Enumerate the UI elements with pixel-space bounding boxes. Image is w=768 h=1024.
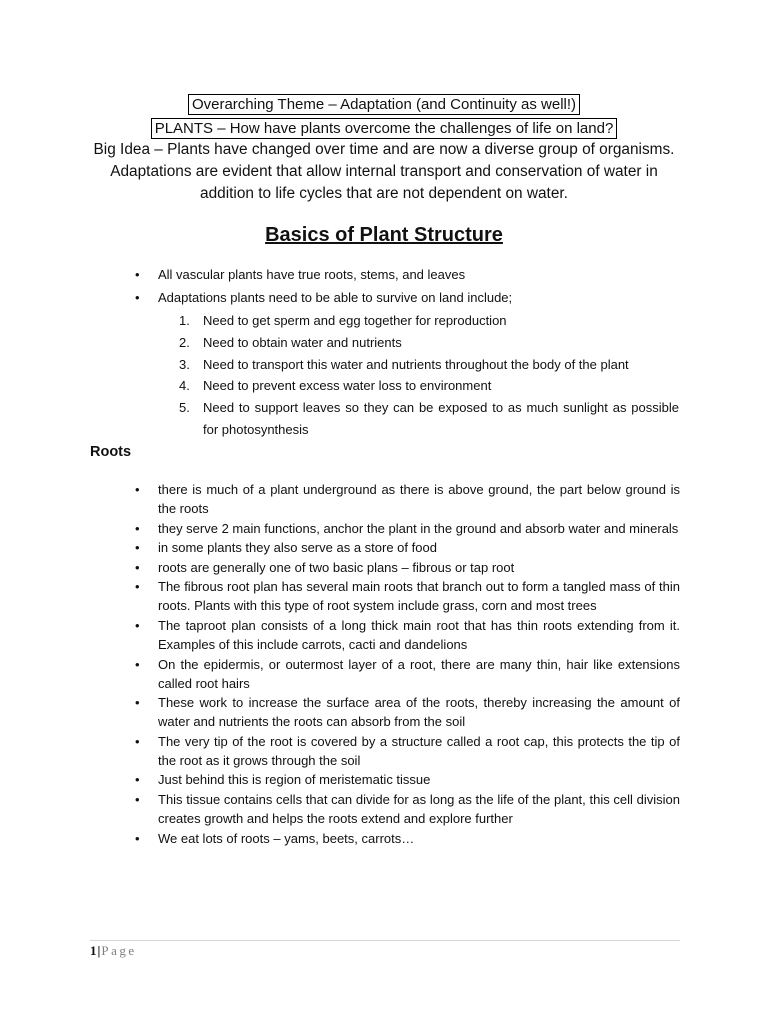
item-number: 2. — [179, 334, 190, 350]
list-item — [135, 519, 680, 538]
item-text: Need to get sperm and egg together for reproduction — [203, 313, 507, 328]
item-text: Need to support leaves so they can be exposed to as much sunlight as possible for photosynthesis — [203, 400, 679, 437]
list-item-text: We eat lots of roots – yams, beets, carrots… — [158, 830, 415, 846]
page-separator: | — [97, 943, 101, 958]
page-number: 1 — [90, 943, 97, 958]
list-item-text: roots are generally one of two basic plans – fibrous or tap root — [158, 559, 515, 575]
item-number: 4. — [179, 378, 190, 394]
bullet-icon: • — [135, 656, 140, 672]
list-item-text: On the epidermis, or outermost layer of a root, there are many thin, hair like extensions called root hairs — [158, 656, 680, 691]
list-item-text: Just behind this is region of meristematic tissue — [158, 772, 431, 788]
list-item — [135, 480, 680, 518]
bullet-icon: • — [135, 540, 140, 556]
item-text: Need to prevent excess water loss to environment — [203, 378, 492, 394]
list-item-text: The fibrous root plan has several main roots that branch out to form a tangled mass of thin roots. Plants with this type of root system include grass, corn and most trees — [158, 579, 680, 614]
list-item — [135, 616, 680, 654]
page-footer — [90, 943, 137, 959]
bullet-icon: • — [135, 267, 140, 282]
list-item — [135, 770, 680, 789]
list-item — [135, 829, 680, 848]
list-item — [135, 790, 680, 828]
list-item-text: Adaptations plants need to be able to survive on land include; — [158, 289, 513, 305]
list-item — [135, 538, 680, 557]
list-item — [135, 732, 680, 770]
item-number: 1. — [179, 313, 190, 328]
bullet-icon: • — [135, 733, 140, 749]
numbered-item — [179, 332, 679, 354]
list-item-text: there is much of a plant underground as there is above ground, the part below ground is the roots — [158, 482, 680, 516]
big-idea-paragraph: Big Idea – Plants have changed over time and are now a diverse group of organisms. Adaptations are evident that allow internal transport and conservation of water in addition to life cycles that are not dependent on water. — [93, 141, 675, 202]
roots-bullet-list — [135, 480, 680, 848]
list-item-text: in some plants they also serve as a store of food — [158, 540, 437, 556]
numbered-item — [179, 354, 679, 376]
list-item — [135, 577, 680, 615]
list-item-text: These work to increase the surface area of the roots, thereby increasing the amount of water and nutrients the roots can absorb from the soil — [158, 695, 680, 730]
item-text: Need to obtain water and nutrients — [203, 334, 402, 350]
list-item — [135, 288, 680, 307]
section-heading-roots: Roots — [90, 444, 132, 460]
numbered-item — [179, 397, 679, 441]
header-block — [0, 94, 768, 205]
footer-divider — [90, 940, 680, 941]
list-item-text: The very tip of the root is covered by a structure called a root cap, this protects the tip of the root as it grows through the soil — [158, 733, 680, 768]
page-title: Basics of Plant Structure — [265, 224, 503, 246]
bullet-icon: • — [135, 772, 140, 788]
basics-bullet-list — [135, 265, 680, 310]
item-number: 3. — [179, 356, 190, 372]
bullet-icon: • — [135, 579, 140, 595]
bullet-icon: • — [135, 520, 140, 536]
numbered-item — [179, 375, 679, 397]
item-number: 5. — [179, 400, 190, 416]
bullet-icon: • — [135, 791, 140, 807]
bullet-icon: • — [135, 289, 140, 305]
bullet-icon: • — [135, 695, 140, 711]
bullet-icon: • — [135, 617, 140, 633]
theme-box: Overarching Theme – Adaptation (and Continuity as well!) — [188, 94, 580, 115]
list-item — [135, 558, 680, 577]
list-item — [135, 655, 680, 693]
list-item — [135, 693, 680, 731]
list-item-text: This tissue contains cells that can divide for as long as the life of the plant, this cell division creates growth and helps the roots extend and explore further — [158, 791, 680, 826]
list-item-text: The taproot plan consists of a long thick main root that has thin roots extending from it. Examples of this include carrots, cacti and dandelions — [158, 617, 680, 652]
list-item-text: All vascular plants have true roots, stems, and leaves — [158, 267, 466, 282]
bullet-icon: • — [135, 482, 140, 497]
bullet-icon: • — [135, 559, 140, 575]
list-item — [135, 265, 680, 284]
item-text: Need to transport this water and nutrients throughout the body of the plant — [203, 356, 629, 372]
question-box: PLANTS – How have plants overcome the challenges of life on land? — [151, 118, 618, 139]
adaptation-needs-list — [179, 310, 679, 441]
list-item-text: they serve 2 main functions, anchor the plant in the ground and absorb water and minerals — [158, 520, 679, 536]
numbered-item — [179, 310, 679, 332]
page-label: Page — [101, 943, 137, 958]
bullet-icon: • — [135, 830, 140, 846]
